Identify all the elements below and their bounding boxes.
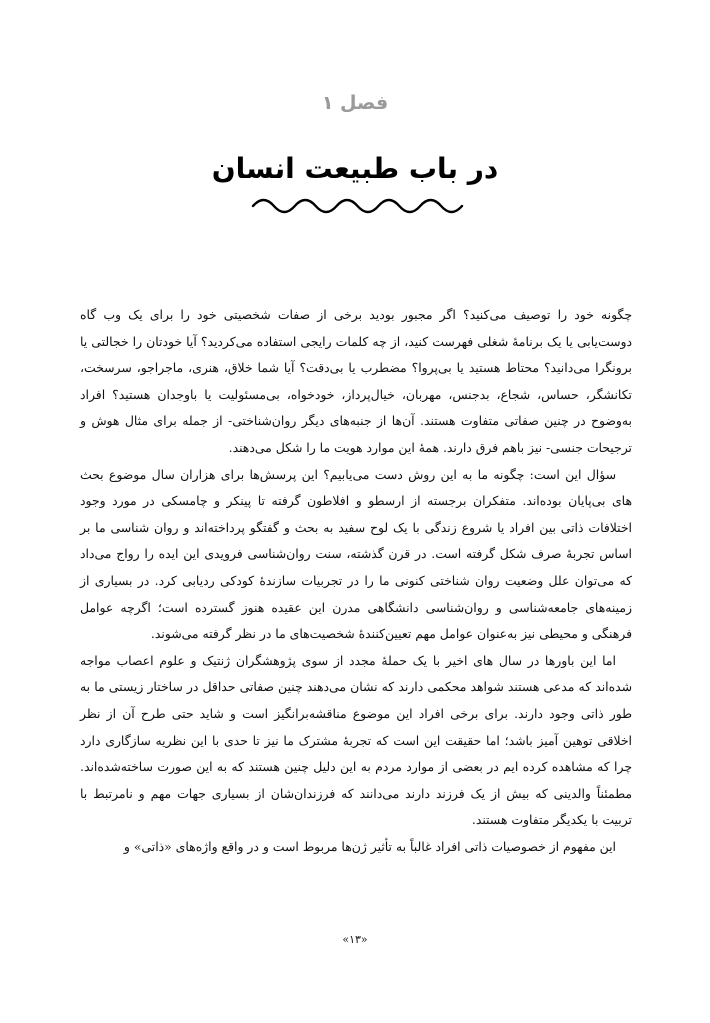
paragraph-2: سؤال این است: چگونه ما به این روش دست می‌یابیم؟ این پرسش‌ها برای هزاران سال موضوع بحث های بی‌پایان بوده‌اند. متفکران برجسته از ارسطو و افلاطون گرفته تا پینکر و چامسکی در مورد وجود اختلافات ذاتی بین افراد یا شروع زندگی با یک لوح سفید به بحث و گفتگو پرداخته‌اند و روان شناسی ما بر اساس تجربهٔ صرف شکل گرفته است. در قرن گذشته، سنت روان‌شناسی فرویدی این ایده را رواج می‌داد که می‌توان علل وضعیت روان شناختی کنونی ما را در تجربیات سازندهٔ کودکی ردیابی کرد. در بسیاری از زمینه‌های جامعه‌شناسی و روان‌شناسی دانشگاهی مدرن این عقیده هنوز گسترده است؛ اگرچه عوامل فرهنگی و محیطی نیز به‌عنوان عوامل مهم تعیین‌کنندهٔ شخصیت‌های ما در نظر گرفته می‌شوند. [80, 466, 632, 642]
chapter-title: در باب طبیعت انسان [211, 152, 499, 185]
paragraph-3: اما این باورها در سال های اخیر با یک حملهٔ مجدد از سوی پژوهشگران ژنتیک و علوم اعصاب مواجه شده‌اند که مدعی هستند شواهد محکمی دارند که نشان می‌دهند چنین صفاتی حداقل در ساختار زیستی ما به طور ذاتی وجود دارند. برای برخی افراد این موضوع مناقشه‌برانگیز است و شاید حتی طرح آن از نظر اخلاقی توهین آمیز باشد؛ اما حقیقت این است که تجربهٔ مشترک ما نیز تا حدی با این نظریه سازگاری دارد چرا که مشاهده کرده ایم در بعضی از موارد مردم به این دلیل چنین هستند که به این صورت ساخته‌شده‌اند. مطمئناً والدینی که بیش از یک فرزند دارند می‌دانند که فرزندان‌شان از بسیاری جهات مهم و نامرتبط با تربیت با یکدیگر متفاوت هستند. [80, 652, 632, 828]
chapter-label: فصل ۱ [321, 92, 389, 114]
paragraph-4: این مفهوم از خصوصیات ذاتی افراد غالباً به تأثیر ژن‌ها مربوط است و در واقع واژه‌های «ذاتی» و [123, 838, 616, 854]
page-number: «۱۳» [342, 933, 368, 946]
paragraph-1: چگونه خود را توصیف می‌کنید؟ اگر مجبور بودید برخی از صفات شخصیتی خود را برای یک وب گاه دوست‌یابی یا یک برنامهٔ شغلی فهرست کنید، از چه کلمات رایجی استفاده می‌کردید؟ آیا خودتان را خجالتی یا برونگرا می‌دانید؟ محتاط هستید یا بی‌پروا؟ مضطرب یا بی‌دقت؟ آیا شما خلاق، هنری، ماجراجو، سرسخت، تکانشگر، حساس، شجاع، بدجنس، مهربان، خیال‌پرداز، خودخواه، بی‌مسئولیت یا باوجدان هستید؟ افراد به‌وضوح در چنین صفاتی متفاوت هستند. آن‌ها از جنبه‌های دیگر روان‌شناختی- از جمله برای مثال هوش و ترجیحات جنسی- نیز باهم فرق دارند. همهٔ این موارد هویت ما را شکل می‌دهند. [80, 307, 632, 455]
wave-ornament-icon [250, 194, 465, 218]
body-text [80, 302, 632, 860]
